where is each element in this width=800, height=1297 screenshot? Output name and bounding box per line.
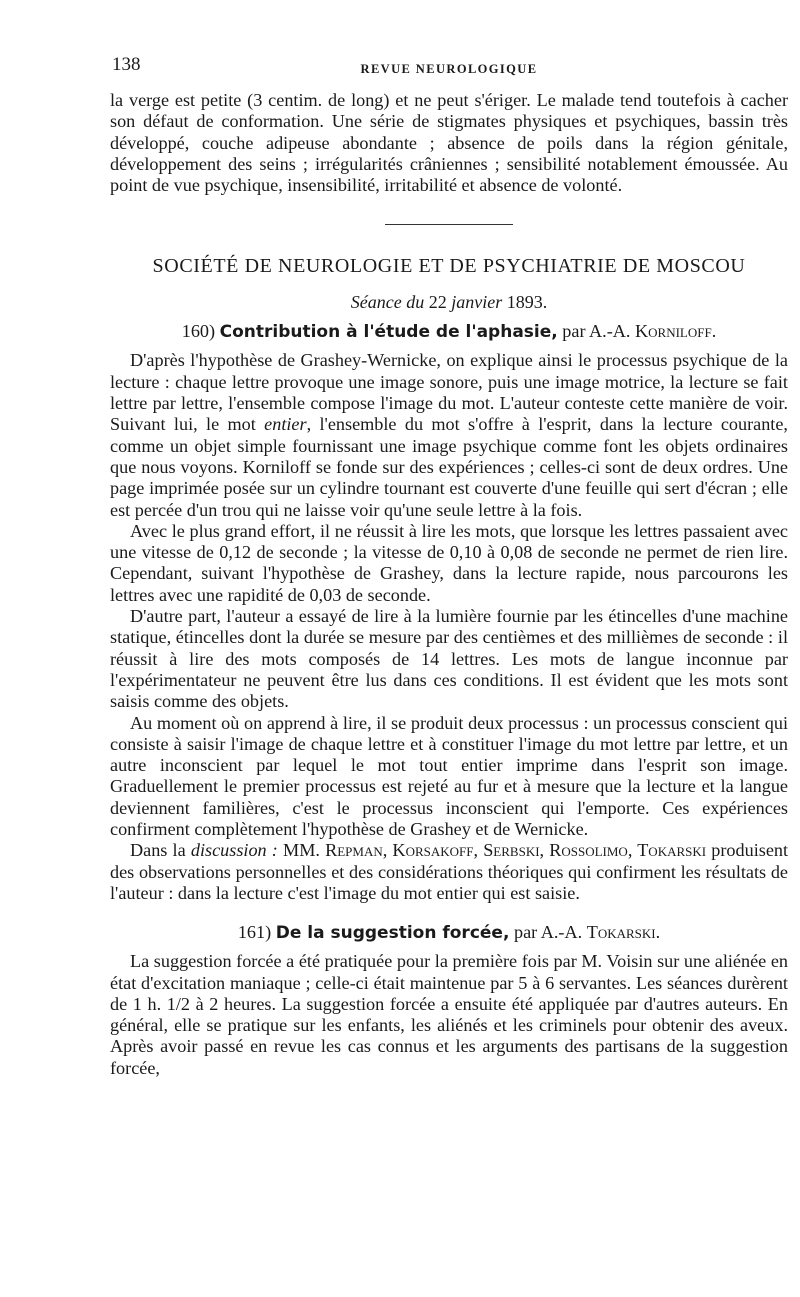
article-heading-160: [110, 321, 788, 342]
journal-title: REVUE NEUROLOGIQUE: [360, 62, 538, 76]
session-prefix: Séance du: [350, 292, 425, 313]
discussion-text: produisent des observations personnelles et des considérations théoriques qui confirment les résultats de l'auteur : dans la lecture c'est l'image du mot entier qui est saisie.: [110, 840, 789, 903]
article-heading-161: [110, 922, 788, 943]
section-divider: [385, 224, 513, 225]
article-author: Korniloff.: [635, 321, 717, 342]
spacer: [110, 904, 788, 922]
article-paragraph: La suggestion forcée a été pratiquée pour la première fois par M. Voisin sur une aliénée en état d'excitation maniaque ; celle-ci était maintenue par 5 à 6 servantes. Les séances durèrent de 1 h. 1/2 à 2 heures. La suggestion forcée a ensuite été appliquée par d'autres auteurs. En général, elle se pratique sur les enfants, les aliénés et les criminels pour obtenir des aveux. Après avoir passé en revue les cas connus et les arguments des partisans de la suggestion forcée,: [110, 951, 788, 1078]
page-number: 138: [112, 54, 141, 75]
article-number: 161): [237, 922, 272, 943]
article-author: Tokarski.: [586, 922, 661, 943]
article-by: par A.-A.: [562, 321, 631, 342]
article-paragraph: Au moment où on apprend à lire, il se produit deux processus : un processus conscient qui consiste à saisir l'image de chaque lettre et à constituer l'image du mot lettre par lettre, et un autre inconscient par lequel le mot tout entier imprime dans l'esprit son image. Graduellement le premier processus est rejeté au fur et à mesure que la lecture et la langue deviennent familières, c'est le processus inconscient qui l'emporte. Ces expériences confirment complètement l'hypothèse de Grashey et de Wernicke.: [110, 712, 788, 840]
paragraph-text: D'après l'hypothèse de Grashey-Wernicke, on explique ainsi le processus psychique de la lecture : chaque lettre provoque une image sonore, puis une image motrice, la lecture se fait lettre par lettre, l'ensemble compose l'image du mot. L'auteur conteste cette manière de voir. Suivant lui, le mot: [110, 350, 788, 435]
running-header: [110, 50, 788, 90]
article-by: par A.-A.: [513, 922, 583, 943]
article-paragraph: Avec le plus grand effort, il ne réussit à lire les mots, que lorsque les lettres passaient avec une vitesse de 0,12 de seconde ; la vitesse de 0,10 à 0,08 de seconde ne permet de rien lire. Cependant, suivant l'hypothèse de Grashey, dans la lecture rapide, nous parcourons les lettres avec une rapidité de 0,03 de seconde.: [110, 520, 788, 605]
article-paragraph: [110, 350, 788, 520]
session-date: [110, 292, 788, 313]
society-heading: SOCIÉTÉ DE NEUROLOGIE ET DE PSYCHIATRIE DE MOSCOU: [152, 255, 746, 278]
paragraph-text: , l'ensemble du mot s'offre à l'esprit, dans la lecture courante, comme un objet simple fournissant une image psychique comme font les objets ordinaires que nous voyons. Korniloff se fonde sur des expériences ; celles-ci sont de deux ordres. Une page imprimée posée sur un cylindre tournant est couverte d'une feuille qui sert d'écran ; elle est percée d'un trou qui ne laisse voir qu'une seule lettre à la fois.: [110, 414, 788, 520]
discussion-mm: MM.: [283, 840, 320, 861]
article-title: Contribution à l'étude de l'aphasie,: [219, 322, 558, 343]
session-year: 1893.: [506, 292, 548, 313]
discussion-names: Repman, Korsakoff, Serbski, Rossolimo, Tokarski: [325, 840, 707, 861]
discussion-label: discussion :: [190, 840, 278, 861]
discussion-paragraph: [110, 840, 788, 904]
discussion-prefix: Dans la: [130, 840, 186, 861]
continuation-paragraph: la verge est petite (3 centim. de long) et ne peut s'ériger. Le malade tend toutefois à cacher son défaut de conformation. Une série de stigmates physiques et psychiques, bassin très développé, couche adipeuse abondante ; absence de poils dans la région génitale, développement des seins ; irrégularités crâniennes ; sensibilité notablement émoussée. Au point de vue psychique, insensibilité, irritabilité et absence de volonté.: [110, 90, 788, 196]
article-number: 160): [181, 321, 216, 342]
document-page: [110, 50, 788, 1079]
article-title: De la suggestion forcée,: [275, 923, 510, 944]
emphasis-text: entier: [264, 414, 307, 435]
session-day: 22: [428, 292, 447, 313]
session-month: janvier: [451, 292, 503, 313]
article-paragraph: D'autre part, l'auteur a essayé de lire à la lumière fournie par les étincelles d'une machine statique, étincelles dont la durée se mesure par des centièmes et des millièmes de seconde : il réussit à lire des mots composés de 14 lettres. Les mots de langue inconnue par l'expérimentateur ne peuvent être lus dans ces conditions. Il est évident que les mots sont saisis comme des objets.: [110, 606, 788, 712]
